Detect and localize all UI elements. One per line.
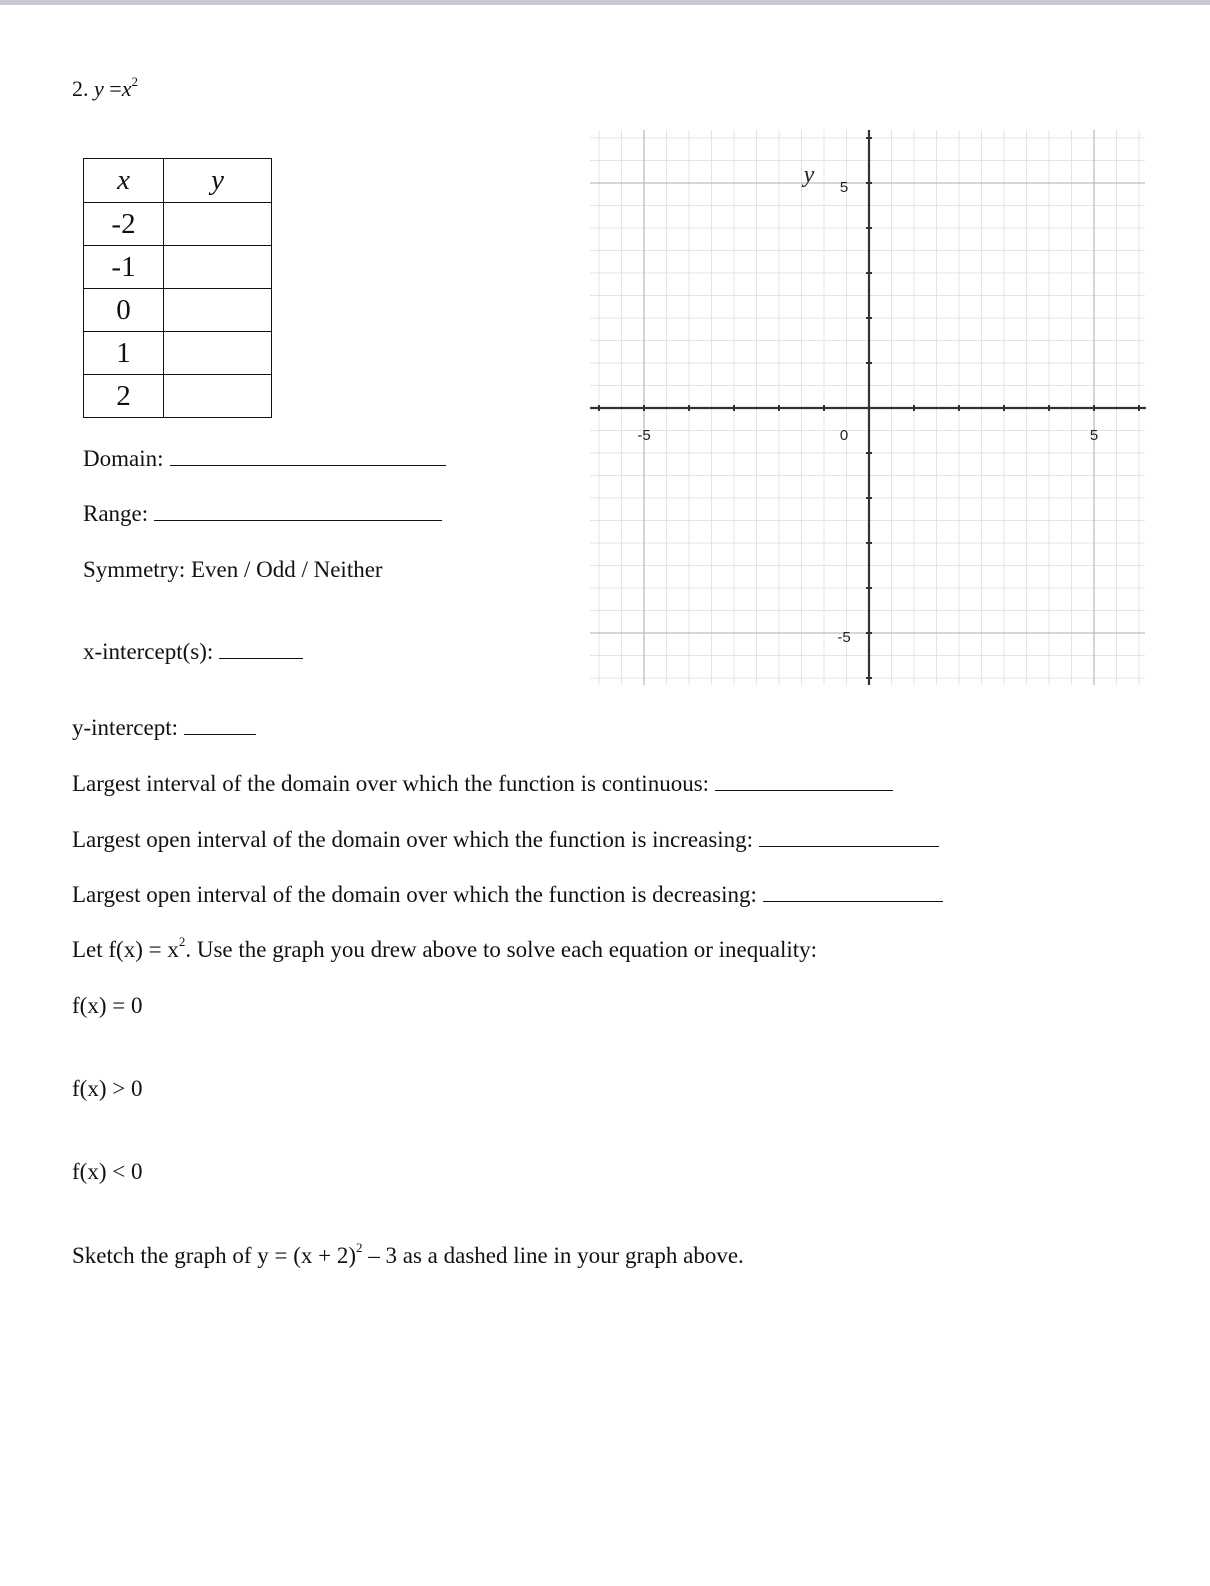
table-header-row xyxy=(84,159,272,203)
x-intercept-answer-blank[interactable] xyxy=(219,640,303,659)
increasing-label: Largest open interval of the domain over which the function is increasing: xyxy=(72,827,754,852)
range-label: Range: xyxy=(83,501,149,526)
continuous-question xyxy=(72,772,893,795)
increasing-question xyxy=(72,828,939,851)
table-cell-x: 1 xyxy=(84,332,164,375)
decreasing-question xyxy=(72,883,943,906)
range-answer-blank[interactable] xyxy=(154,502,442,521)
table-row xyxy=(84,332,272,375)
table-cell-x: -1 xyxy=(84,246,164,289)
table-cell-y[interactable] xyxy=(164,332,272,375)
y-intercept-answer-blank[interactable] xyxy=(184,716,256,735)
decreasing-answer-blank[interactable] xyxy=(763,883,943,902)
problem-x: x xyxy=(121,76,132,101)
let-exponent: 2 xyxy=(178,934,186,950)
sketch-before: Sketch the graph of y = (x + 2) xyxy=(72,1243,356,1268)
origin-label: 0 xyxy=(839,427,849,444)
table-row xyxy=(84,289,272,332)
sketch-exponent: 2 xyxy=(356,1240,363,1256)
table-row xyxy=(84,203,272,246)
x-intercept-question xyxy=(83,640,303,663)
problem-exponent: 2 xyxy=(131,73,138,89)
decreasing-label: Largest open interval of the domain over which the function is decreasing: xyxy=(72,882,757,907)
problem-equals: = xyxy=(109,76,122,101)
x-intercept-label: x-intercept(s): xyxy=(83,639,214,664)
inequality-f-greater-zero: f(x) > 0 xyxy=(72,1076,143,1101)
axes xyxy=(590,130,1146,685)
xy-value-table xyxy=(83,158,272,418)
table-row xyxy=(84,375,272,418)
top-edge-bar xyxy=(0,0,1210,5)
x-tick-label-neg: -5 xyxy=(637,427,651,444)
y-tick-label-neg: -5 xyxy=(837,629,851,646)
inequality-f-less-zero: f(x) < 0 xyxy=(72,1159,143,1184)
table-row xyxy=(84,246,272,289)
problem-y: y xyxy=(94,76,104,101)
domain-answer-blank[interactable] xyxy=(170,447,446,466)
let-before: Let f(x) = x xyxy=(72,937,179,962)
symmetry-question: Symmetry: Even / Odd / Neither xyxy=(83,557,383,582)
domain-label: Domain: xyxy=(83,446,164,471)
range-question xyxy=(83,502,442,525)
table-cell-x: 2 xyxy=(84,375,164,418)
table-cell-y[interactable] xyxy=(164,375,272,418)
let-after: . Use the graph you drew above to solve each equation or inequality: xyxy=(185,937,818,962)
table-cell-y[interactable] xyxy=(164,246,272,289)
domain-question xyxy=(83,447,446,470)
x-tick-label-pos: 5 xyxy=(1089,427,1099,444)
problem-title xyxy=(72,73,138,101)
y-intercept-label: y-intercept: xyxy=(72,715,179,740)
y-axis-label: y xyxy=(803,162,815,188)
table-cell-y[interactable] xyxy=(164,203,272,246)
continuous-label: Largest interval of the domain over which the function is continuous: xyxy=(72,771,710,796)
y-intercept-question xyxy=(72,716,256,739)
coordinate-grid[interactable] xyxy=(585,125,1150,690)
table-cell-x: -2 xyxy=(84,203,164,246)
continuous-answer-blank[interactable] xyxy=(715,772,893,791)
table-header-x: x xyxy=(84,159,164,203)
y-tick-label-pos: 5 xyxy=(839,179,849,196)
sketch-instruction xyxy=(72,1240,744,1268)
equation-f-equals-zero: f(x) = 0 xyxy=(72,993,143,1018)
increasing-answer-blank[interactable] xyxy=(759,828,939,847)
table-cell-x: 0 xyxy=(84,289,164,332)
sketch-after: – 3 as a dashed line in your graph above. xyxy=(362,1243,744,1268)
table-header-y: y xyxy=(164,159,272,203)
problem-number: 2. xyxy=(72,76,89,101)
table-cell-y[interactable] xyxy=(164,289,272,332)
let-statement xyxy=(72,934,818,962)
